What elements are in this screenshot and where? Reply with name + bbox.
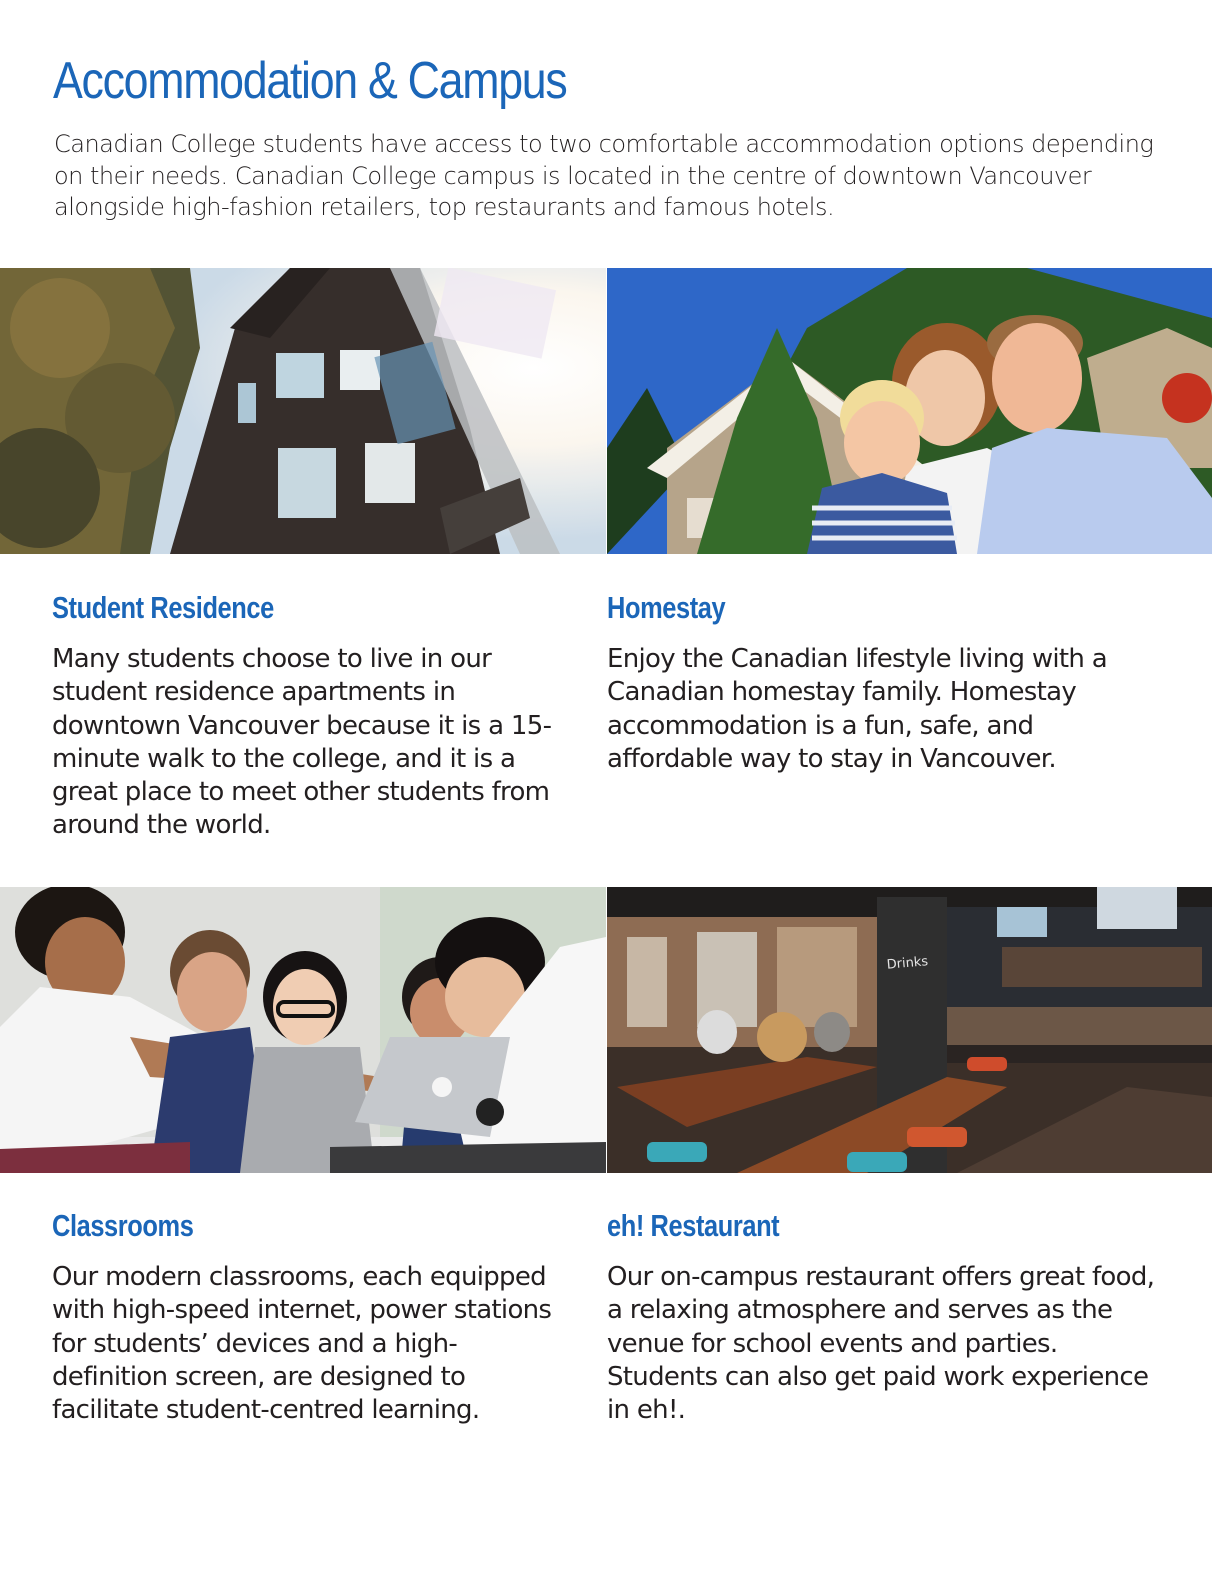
- student-residence-photo: [0, 268, 606, 554]
- section-title-student-residence: Student Residence: [52, 590, 274, 625]
- section-body-eh-restaurant: Our on-campus restaurant offers great food, a relaxing atmosphere and serves as the venue for school events and parties. Students can also get paid work experience in eh!.: [607, 1262, 1155, 1426]
- section-title-homestay: Homestay: [607, 590, 726, 625]
- section-body-student-residence: Many students choose to live in our student residence apartments in downtown Vancouver because it is a 15-minute walk to the college, and it is a great place to meet other students from around the world.: [52, 644, 552, 841]
- section-title-classrooms: Classrooms: [52, 1208, 194, 1243]
- section-body-homestay: Enjoy the Canadian lifestyle living with a Canadian homestay family. Homestay accommodation is a fun, safe, and affordable way to stay in Vancouver.: [607, 644, 1107, 774]
- svg-text:Drinks: Drinks: [886, 954, 929, 973]
- section-body-classrooms: Our modern classrooms, each equipped with high-speed internet, power stations for students’ devices and a high-definition screen, are designed to facilitate student-centred learning.: [52, 1262, 552, 1426]
- page-title: Accommodation & Campus: [53, 52, 567, 110]
- intro-paragraph: Canadian College students have access to two comfortable accommodation options depending on their needs. Canadian College campus is located in the centre of downtown Vancouver alongside high-fashion retailers, top restaurants and famous hotels.: [54, 130, 1154, 221]
- homestay-family-photo: [607, 268, 1212, 554]
- restaurant-interior-photo: [607, 887, 1212, 1173]
- classroom-students-photo: [0, 887, 606, 1173]
- section-title-eh-restaurant: eh! Restaurant: [607, 1208, 780, 1243]
